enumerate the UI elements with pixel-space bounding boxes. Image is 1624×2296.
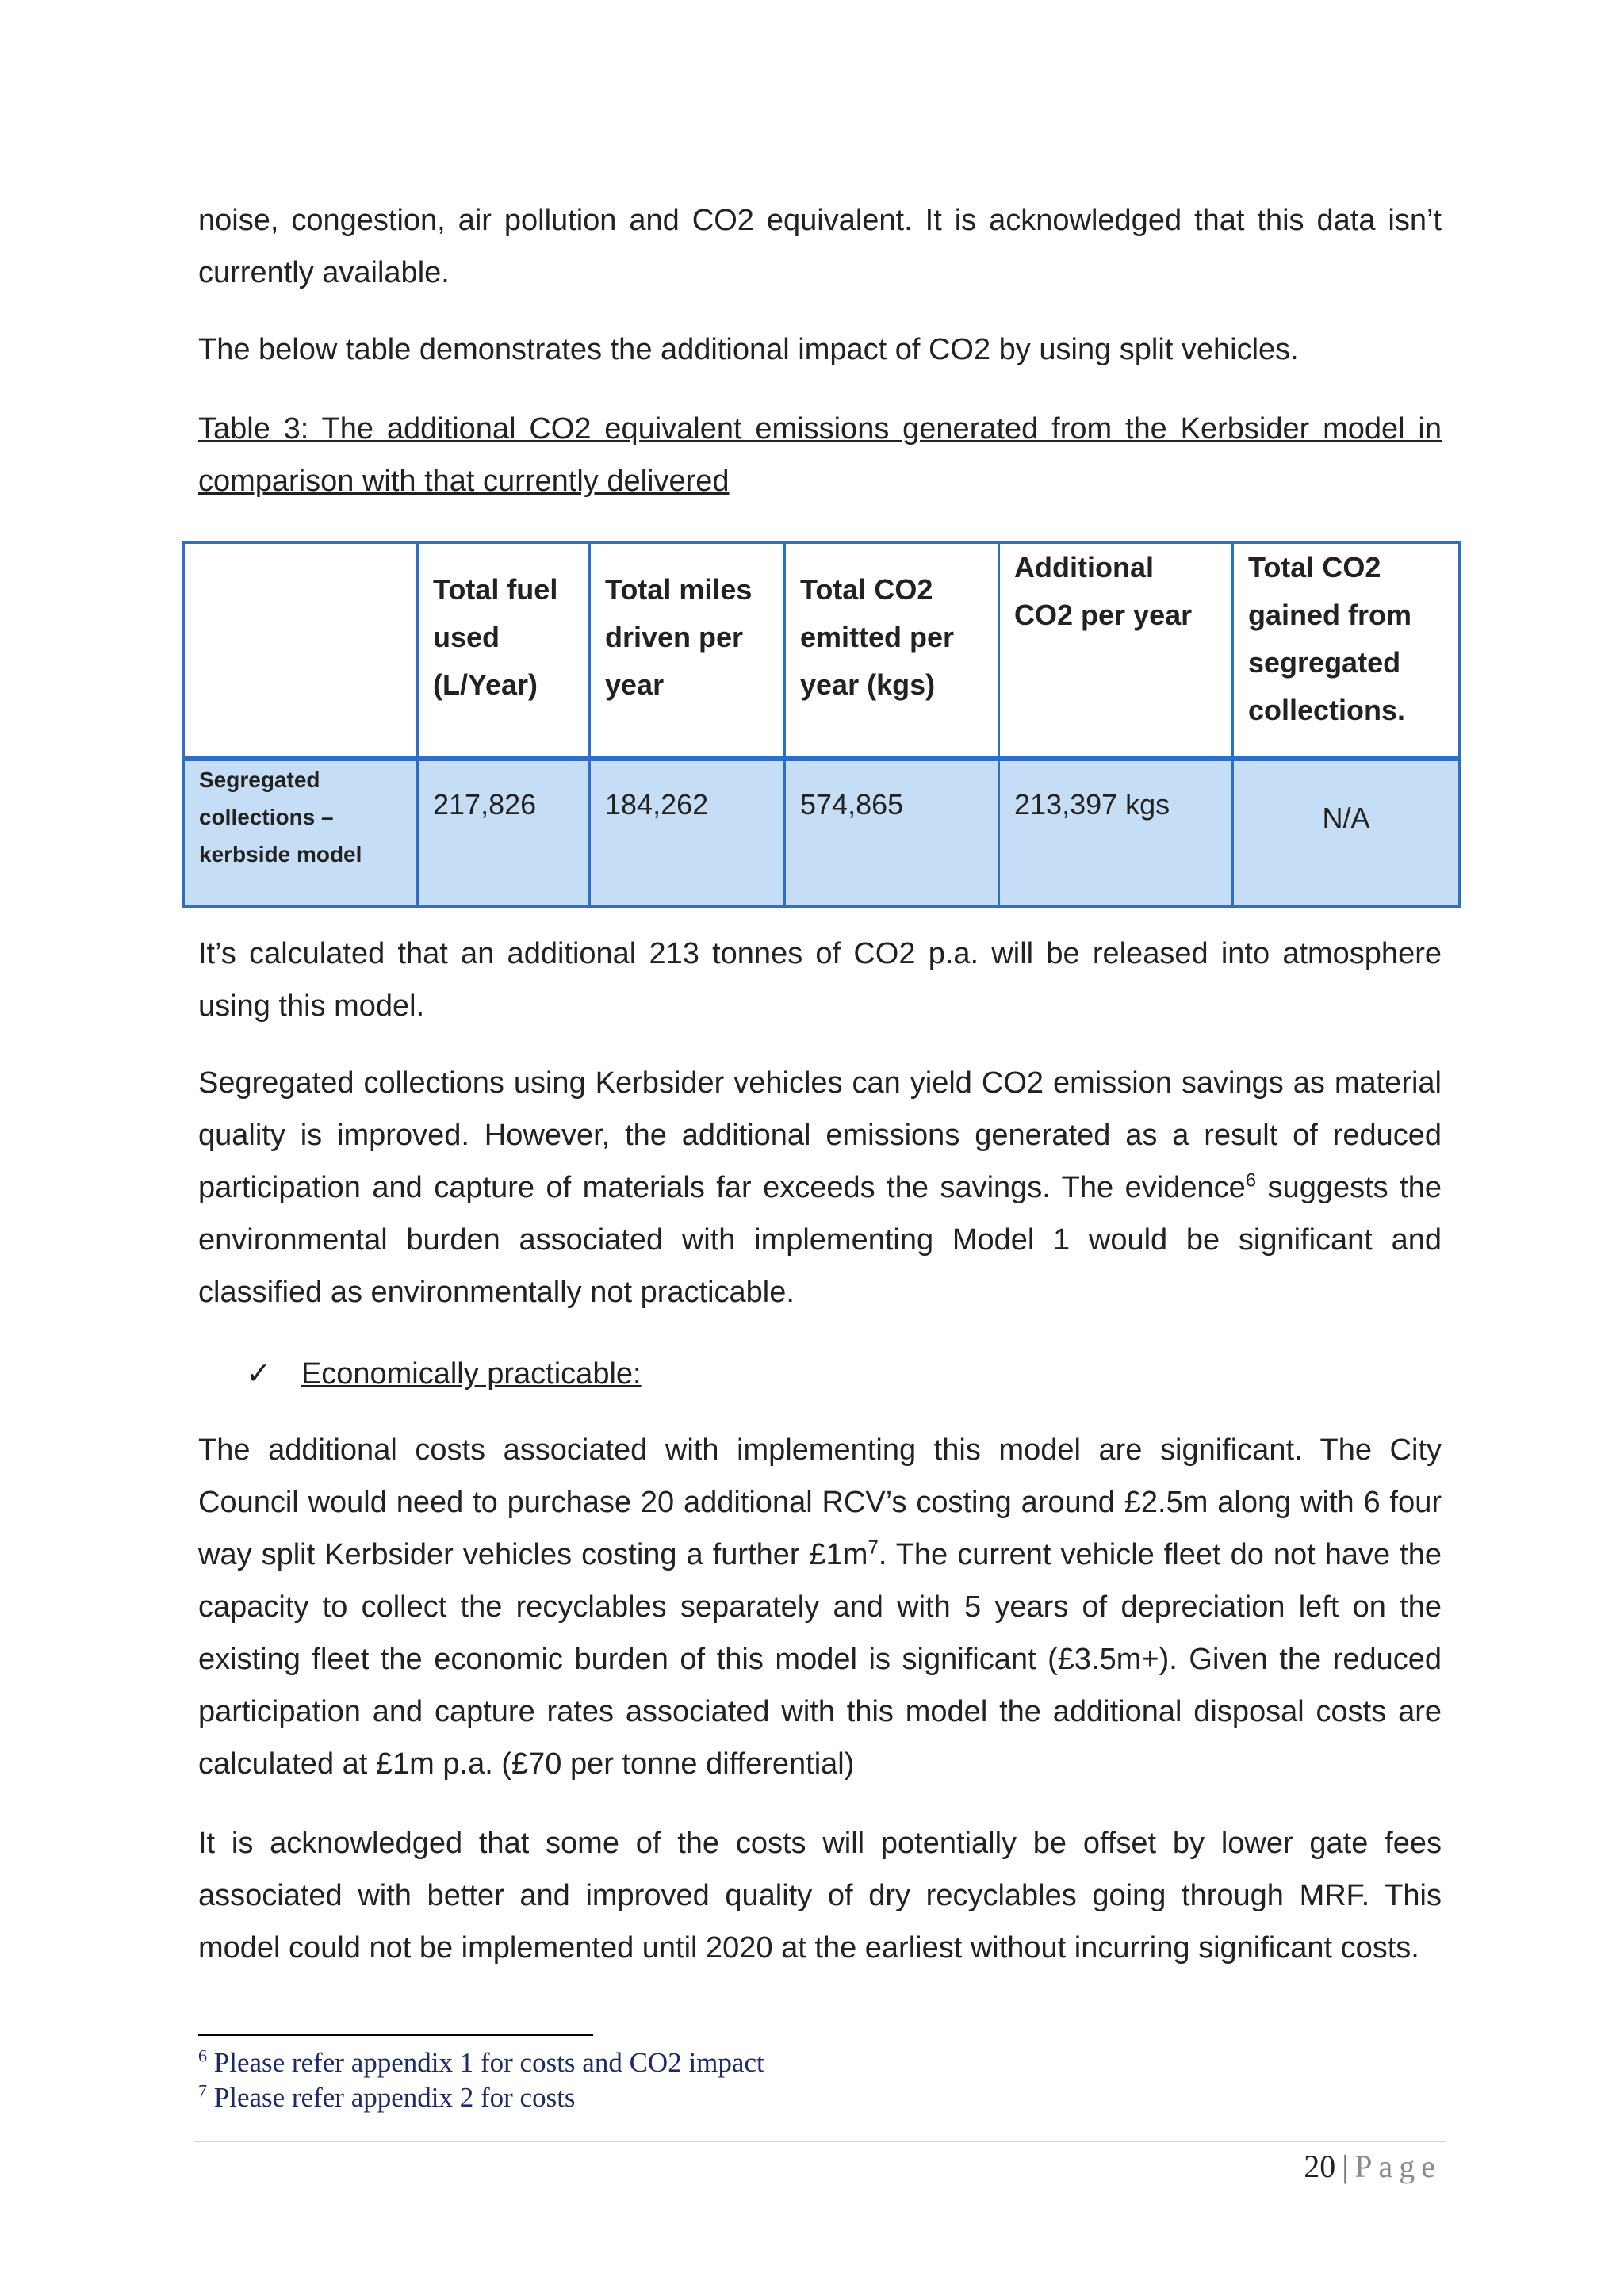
header-total-co2: Total CO2 emitted per year (kgs) [785, 543, 999, 760]
checklist-item [246, 1348, 642, 1400]
header-additional-co2: Additional CO2 per year [999, 543, 1233, 760]
footnote-ref-7[interactable]: 7 [868, 1536, 879, 1559]
footnote-7-text: Please refer appendix 2 for costs [213, 2082, 576, 2113]
table-row [184, 759, 1460, 907]
page-separator: | [1342, 2149, 1349, 2184]
page-number: 20 [1304, 2149, 1336, 2184]
paragraph-costs [198, 1424, 1442, 1790]
cell-additional-co2: 213,397 kgs [999, 759, 1233, 907]
row-label-segregated: Segregated collections – kerbside model [184, 759, 418, 907]
checkmark-icon: ✓ [246, 1357, 271, 1391]
footnote-ref-6[interactable]: 6 [1245, 1169, 1257, 1192]
footnote-7-number: 7 [198, 2080, 207, 2101]
paragraph-tonnes: It’s calculated that an additional 213 tonnes of CO2 p.a. will be released into atmosphere using this model. [198, 937, 1442, 1023]
header-cell-empty [184, 543, 418, 760]
cell-co2-gained: N/A [1233, 759, 1460, 907]
page-footer [1304, 2147, 1442, 2187]
header-co2-gained: Total CO2 gained from segregated collections. [1233, 543, 1460, 760]
cell-total-co2: 574,865 [785, 759, 999, 907]
footnote-6-text: Please refer appendix 1 for costs and CO2 impact [213, 2047, 764, 2078]
table-caption: Table 3: The additional CO2 equivalent emissions generated from the Kerbsider model in comparison with that currently delivered [198, 412, 1442, 498]
paragraph-segregated-text-b: suggests the environmental burden associated with implementing Model 1 would be significant and classified as environmentally not practicable. [198, 1171, 1442, 1309]
footer-divider [194, 2141, 1446, 2142]
paragraph-segregated-text-a: Segregated collections using Kerbsider vehicles can yield CO2 emission savings as material quality is improved. However, the additional emissions generated as a result of reduced participation and capture of materials far exceeds the savings. The evidence [198, 1066, 1442, 1204]
paragraph-costs-text-a: The additional costs associated with implementing this model are significant. The City Council would need to purchase 20 additional RCV’s costing around £2.5m along with 6 four way split Kerbsider vehicles costing a further £1m [198, 1433, 1442, 1571]
checklist-label: Economically practicable: [301, 1357, 642, 1391]
paragraph-offset: It is acknowledged that some of the costs will potentially be offset by lower gate fees associated with better and improved quality of dry recyclables going through MRF. This model could not be implemented until 2020 at the earliest without incurring significant costs. [198, 1827, 1442, 1965]
footnote-7 [198, 2080, 576, 2115]
header-total-miles: Total miles driven per year [590, 543, 785, 760]
cell-total-fuel: 217,826 [418, 759, 590, 907]
footnote-separator [198, 2034, 593, 2036]
paragraph-segregated [198, 1057, 1442, 1318]
paragraph-intro: noise, congestion, air pollution and CO2 equivalent. It is acknowledged that this data isn’t currently available. [198, 204, 1442, 289]
cell-total-miles: 184,262 [590, 759, 785, 907]
paragraph-table-intro: The below table demonstrates the additional impact of CO2 by using split vehicles. [198, 333, 1299, 366]
footnote-6-number: 6 [198, 2045, 207, 2066]
table-header-row [184, 543, 1460, 760]
header-total-fuel: Total fuel used (L/Year) [418, 543, 590, 760]
page-word: Page [1354, 2149, 1442, 2184]
paragraph-costs-text-b: . The current vehicle fleet do not have the capacity to collect the recyclables separately and with 5 years of depreciation left on the existing fleet the economic burden of this model is significant (£3.5m+). Given the reduced participation and capture rates associated with this model the additional disposal costs are calculated at £1m p.a. (£70 per tonne differential) [198, 1538, 1442, 1781]
footnote-6 [198, 2045, 764, 2080]
co2-emissions-table [182, 541, 1461, 908]
